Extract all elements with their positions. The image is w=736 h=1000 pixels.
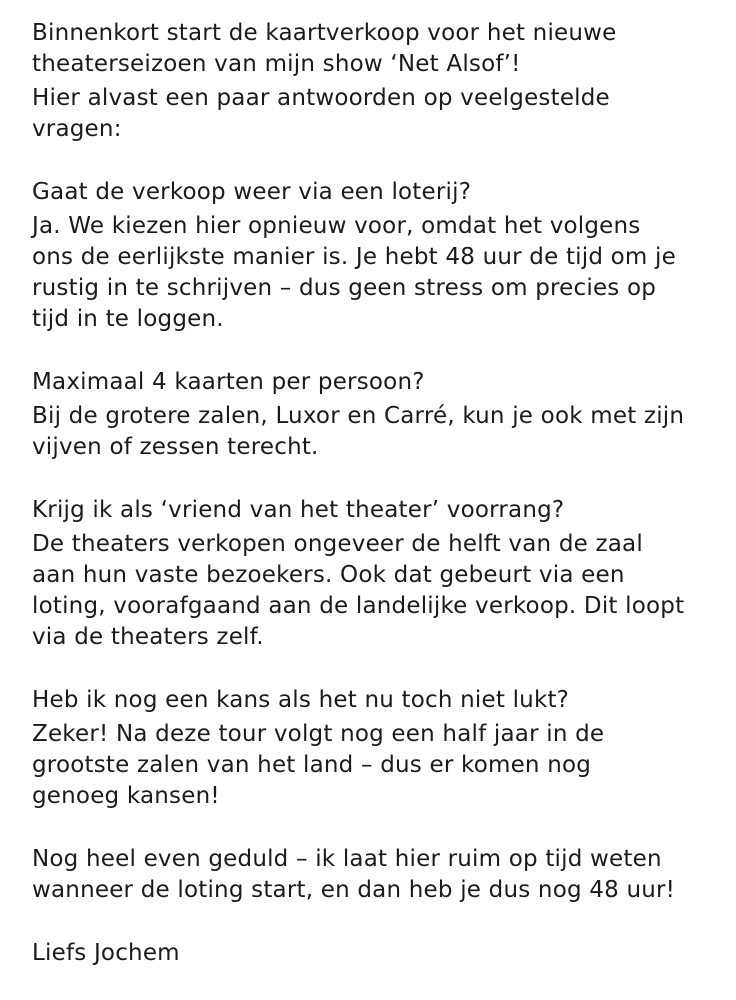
faq-question: Heb ik nog een kans als het nu toch niet lukt?	[32, 687, 570, 713]
faq-item	[32, 367, 722, 463]
faq-answer-line: Ja. We kiezen hier opnieuw voor, omdat het volgens	[32, 213, 641, 239]
faq-answer-line: loting, voorafgaand aan de landelijke verkoop. Dit loopt	[32, 593, 685, 619]
intro-paragraph	[32, 18, 722, 145]
faq-answer-line: vijven of zessen terecht.	[32, 434, 319, 460]
faq-item	[32, 685, 722, 812]
faq-answer-line: tijd in te loggen.	[32, 306, 224, 332]
faq-answer-line: Bij de grotere zalen, Luxor en Carré, kun je ook met zijn	[32, 403, 685, 429]
faq-question: Krijg ik als ‘vriend van het theater’ voorrang?	[32, 497, 565, 523]
faq-answer-line: via de theaters zelf.	[32, 624, 264, 650]
closing-paragraph	[32, 844, 722, 906]
faq-answer-line: De theaters verkopen ongeveer de helft van de zaal	[32, 531, 643, 557]
signature-block	[32, 938, 722, 969]
intro-line: Hier alvast een paar antwoorden op veelgestelde	[32, 85, 610, 111]
intro-line: vragen:	[32, 116, 122, 142]
faq-answer-line: rustig in te schrijven – dus geen stress om precies op	[32, 275, 657, 301]
faq-answer-line: Zeker! Na deze tour volgt nog een half jaar in de	[32, 721, 605, 747]
faq-answer-line: aan hun vaste bezoekers. Ook dat gebeurt via een	[32, 562, 625, 588]
closing-line: Nog heel even geduld – ik laat hier ruim op tijd weten	[32, 846, 662, 872]
faq-question: Maximaal 4 kaarten per persoon?	[32, 369, 425, 395]
intro-line: theaterseizoen van mijn show ‘Net Alsof’!	[32, 51, 521, 77]
intro-line: Binnenkort start de kaartverkoop voor het nieuwe	[32, 20, 617, 46]
faq-question: Gaat de verkoop weer via een loterij?	[32, 179, 472, 205]
faq-answer-line: ons de eerlijkste manier is. Je hebt 48 uur de tijd om je	[32, 244, 676, 270]
faq-item	[32, 495, 722, 653]
faq-item	[32, 177, 722, 335]
post-text	[32, 18, 722, 969]
signature: Liefs Jochem	[32, 940, 180, 966]
faq-answer-line: genoeg kansen!	[32, 783, 220, 809]
closing-line: wanneer de loting start, en dan heb je dus nog 48 uur!	[32, 877, 676, 903]
faq-answer-line: grootste zalen van het land – dus er komen nog	[32, 752, 592, 778]
